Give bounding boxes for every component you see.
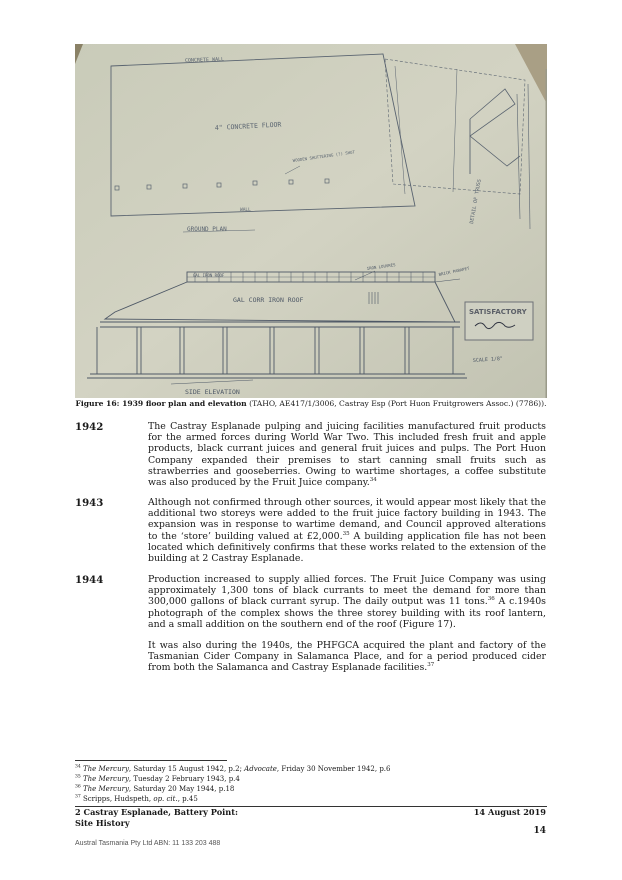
footnote-item: $^{34}$ The Mercury, Saturday 15 August 1942, p.2; Advocate, Friday 30 November 1942, p.6 <box>75 764 391 773</box>
concrete-wall-label: CONCRETE WALL <box>184 56 225 64</box>
iron-louvres-label: IRON LOUVRES <box>366 262 396 271</box>
footnote-ref-35[interactable]: 35 <box>342 530 350 537</box>
company-info: Austral Tasmania Pty Ltd ABN: 11 133 203 488 <box>75 840 221 847</box>
year-heading-1943: 1943 <box>75 497 104 509</box>
figure-floor-plan-photo <box>75 44 547 398</box>
footnote-item: $^{36}$ The Mercury, Saturday 20 May 1944, p.18 <box>75 784 235 793</box>
concrete-floor-label: 4" CONCRETE FLOOR <box>214 120 282 132</box>
brick-pier-label: BRICK PARAPET <box>438 265 470 277</box>
scale-label: SCALE 1/8" <box>472 355 504 364</box>
footer-document-title: 2 Castray Esplanade, Battery Point: Site History <box>75 807 239 828</box>
paragraph-1944-cider: It was also during the 1940s, the PHFGCA acquired the plant and factory of the Tasmanian Cider Company in Salamanca Place, and for a period produced cider from both the Salamanca and Castray Esplanade facilities.$^{37}$ <box>148 640 546 674</box>
truss-label: DETAIL OF TRUSS <box>469 178 483 225</box>
floor-plan-drawing <box>75 44 547 398</box>
caption-title: Figure 16: 1939 floor plan and elevation <box>75 399 247 408</box>
figure-caption <box>75 398 547 409</box>
year-heading-1942: 1942 <box>75 421 104 433</box>
page-number: 14 <box>533 826 546 836</box>
footnote-ref-37[interactable]: 37 <box>427 662 435 669</box>
footer-date: 14 August 2019 <box>473 807 546 817</box>
wooden-shoots-label: WOODEN SHUTTERING (?) SHUT <box>292 149 356 163</box>
footnote-item: $^{35}$ The Mercury, Tuesday 2 February 1943, p.4 <box>75 774 240 783</box>
gal-iron-roof-label: GAL IRON ROOF <box>193 273 225 278</box>
wall-label: WALL <box>240 208 251 213</box>
paragraph-1944: Production increased to supply allied forces. The Fruit Juice Company was using approximately 1,300 tons of black currants to meet the demand for more than 300,000 gallons of black currant syrup. The daily output was 11 tons.$^{36}$ A c.1940s photograph of the complex shows the three storey building with its roof lantern, and a small addition on the southern end of the roof (Figure 17). <box>148 574 546 630</box>
footnote-divider <box>75 760 227 761</box>
side-elevation-label: SIDE ELEVATION <box>185 388 240 396</box>
paragraph-1943: Although not confirmed through other sources, it would appear most likely that the additional two storeys were added to the fruit juice factory building in 1943. The expansion was in response to wartime demand, and Council approved alterations to the ‘store’ building valued at £2,000.35 A building application file has not been located which definitively confirms that these works related to the extension of the building at 2 Castray Esplanade. <box>148 497 547 565</box>
footnotes <box>75 764 547 804</box>
caption-source: (TAHO, AE417/1/3006, Castray Esp (Port Huon Fruitgrowers Assoc.) (7786)). <box>246 399 547 408</box>
footnote-ref-34[interactable]: 34 <box>369 476 377 483</box>
ground-plan-label: GROUND PLAN <box>187 226 227 233</box>
footnote-ref-36[interactable]: 36 <box>487 596 495 603</box>
footnote-item: $^{37}$ Scripps, Hudspeth, op. cit., p.45 <box>75 794 198 803</box>
satisfactory-stamp <box>465 302 533 340</box>
gal-corr-iron-roof-label: GAL CORR IRON ROOF <box>233 296 304 304</box>
svg-text:SATISFACTORY: SATISFACTORY <box>469 308 527 316</box>
year-heading-1944: 1944 <box>75 574 104 586</box>
paragraph-1942: The Castray Esplanade pulping and juicing facilities manufactured fruit products for the armed forces during World War Two. This included fresh fruit and apple products, black currant juices and general fruit juices and pulps. The Port Huon Company expanded their premises to start canning small fruits such as strawberries and gooseberries. Owing to wartime shortages, a coffee substitute was also produced by the Fruit Juice company.$^{34}$ <box>148 421 546 489</box>
